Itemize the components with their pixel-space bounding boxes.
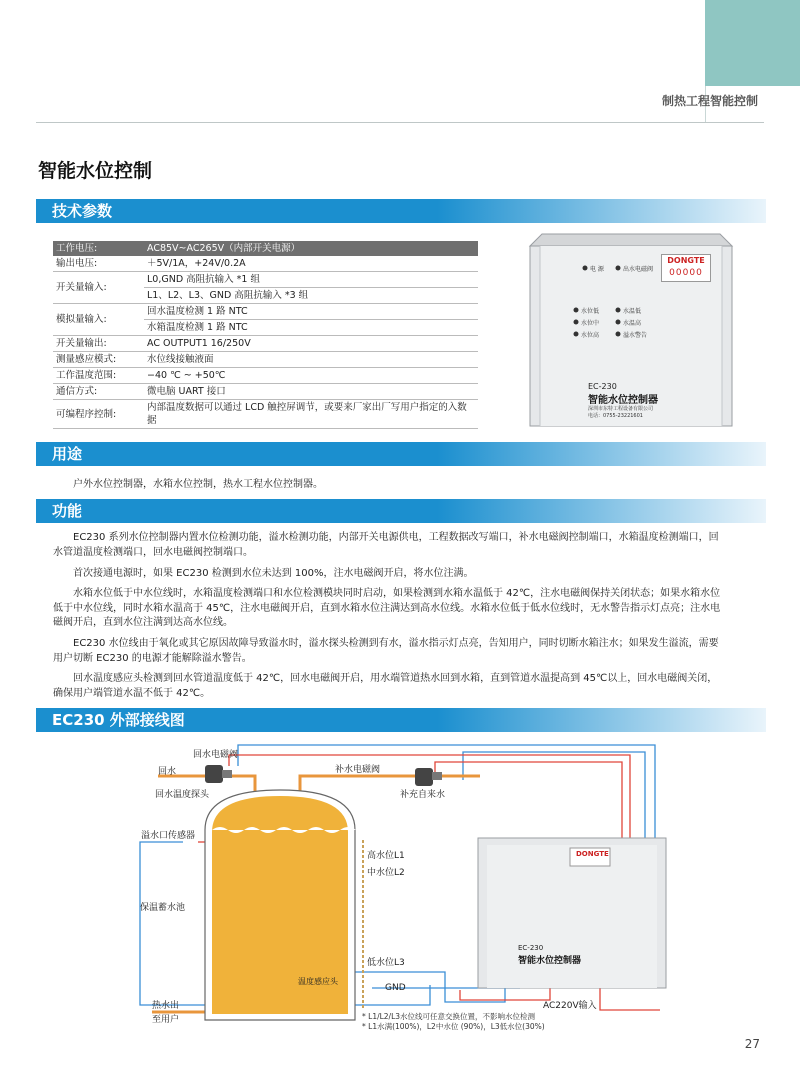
- device-right-label-2: 溢水警告: [623, 332, 648, 339]
- label-overflow-sensor: 溢水口传感器: [141, 831, 196, 841]
- device-top-label-0: 电 源: [590, 266, 604, 273]
- spec-row: [53, 384, 478, 400]
- device-model: EC-230: [588, 382, 617, 391]
- device-phone: 电话：0755-23221601: [588, 413, 643, 419]
- device-right-label-0: 水温低: [623, 308, 642, 315]
- spec-key: 开关量输出:: [53, 336, 144, 352]
- page-number: 27: [744, 1037, 760, 1051]
- function-para-1: EC230 系列水位控制器内置水位检测功能，溢水检测功能，内部开关电源供电，工程数据改写端口，补水电磁阀控制端口，水箱温度检测端口，回水管道温度检测端口，回水电磁阀控制端口。: [53, 532, 719, 558]
- device-top-label-1: 出水电磁阀: [623, 266, 654, 273]
- spec-row: [53, 304, 478, 320]
- usage-text: 户外水位控制器，水箱水位控制，热水工程水位控制器。: [73, 479, 323, 490]
- spec-row: [53, 241, 478, 256]
- device-left-label-2: 水位高: [581, 332, 600, 339]
- label-return-water: 回水: [158, 767, 177, 777]
- section-bar-usage: [36, 442, 766, 466]
- diagram-note-2: * L1水满(100%)，L2中水位 (90%)，L3低水位(30%): [362, 1022, 545, 1031]
- spec-row: [53, 272, 478, 288]
- spec-value: AC85V~AC265V（内部开关电源）: [144, 241, 478, 256]
- function-para-2: 首次接通电源时，如果 EC230 检测到水位未达到 100%，注水电磁阀开启，将水位注满。: [73, 568, 474, 579]
- spec-row: [53, 352, 478, 368]
- device-left-label-0: 水位低: [581, 308, 600, 315]
- spec-row: [53, 368, 478, 384]
- spec-key: 工作温度范围:: [53, 368, 144, 384]
- function-para-4: EC230 水位线由于氧化或其它原因故障导致溢水时，溢水探头检测到有水，溢水指示灯点亮，告知用户，同时切断水箱注水；如果发生溢流，需要用户切断 EC230 的电源才能解除溢水警告。: [53, 638, 719, 664]
- device-right-label-1: 水温高: [623, 320, 642, 327]
- page-title: 智能水位控制: [38, 160, 153, 182]
- diagram-controller-name: 智能水位控制器: [518, 956, 582, 966]
- spec-value: 水位线接触液面: [144, 352, 478, 368]
- header-rule: [36, 122, 764, 123]
- spec-key: 开关量输入:: [53, 272, 144, 304]
- function-para-5: 回水温度感应头检测到回水管道温度低于 42℃，回水电磁阀开启，用水端管道热水回到水箱，直到管道水温提高到 45℃以上，回水电磁阀关闭，确保用户端管道水温不低于 42℃。: [53, 673, 718, 699]
- spec-row: [53, 256, 478, 272]
- spec-key: 可编程序控制:: [53, 400, 144, 429]
- spec-key: 测量感应模式:: [53, 352, 144, 368]
- spec-value: L1、L2、L3、GND 高阻抗输入 *3 组: [144, 288, 478, 304]
- section-title-function: 功能: [52, 502, 83, 520]
- spec-row: [53, 400, 478, 429]
- label-return-valve: 回水电磁阀: [193, 750, 239, 760]
- section-title-specs: 技术参数: [52, 202, 113, 220]
- label-ac-input: AC220V输入: [543, 1001, 597, 1011]
- spec-key: 通信方式:: [53, 384, 144, 400]
- label-temp-probe: 温度感应头: [298, 977, 338, 986]
- spec-row: [53, 336, 478, 352]
- spec-value: 内部温度数据可以通过 LCD 触控屏调节，或要来厂家出厂写用户指定的入数据: [144, 400, 478, 429]
- fill-valve-icon: [415, 768, 442, 786]
- device-name: 智能水位控制器: [588, 395, 658, 406]
- spec-value: L0,GND 高阻抗输入 *1 组: [144, 272, 478, 288]
- device-photo: [528, 232, 734, 430]
- label-fill-valve: 补水电磁阀: [335, 765, 381, 775]
- device-brand: DONGTE: [667, 256, 705, 265]
- device-left-label-1: 水位中: [581, 320, 600, 327]
- label-low-level: 低水位L3: [367, 958, 405, 968]
- label-hot-out-1: 热水出: [152, 1001, 180, 1011]
- label-tap-fill: 补充自来水: [400, 790, 446, 800]
- function-para-3: 水箱水位低于中水位线时，水箱温度检测端口和水位检测模块同时启动，如果检测到水箱水温低于 42℃，注水电磁阀保持关闭状态；如果水箱水位低于中水位线，同时水箱水温高于 45℃，注水电磁阀开启，直到水箱水位注满达到高水位线。水箱水位低于低水位线时，无水警告指示灯点亮；注水电磁阀开启，直到水位注满到达高水位线。: [53, 588, 721, 628]
- section-bar-wiring: [36, 708, 766, 732]
- device-display: [661, 254, 711, 282]
- label-hot-out-2: 至用户: [152, 1015, 180, 1025]
- header-category: 制热工程智能控制: [661, 94, 758, 108]
- section-title-wiring: EC230 外部接线图: [52, 711, 185, 729]
- diagram-note-1: * L1/L2/L3水位线可任意交换位置，不影响水位检测: [362, 1012, 536, 1021]
- spec-value: 回水温度检测 1 路 NTC: [144, 304, 478, 320]
- section-bar-function: [36, 499, 766, 523]
- label-gnd: GND: [385, 983, 406, 993]
- diagram-controller-brand: DONGTE: [576, 850, 609, 858]
- return-valve-icon: [205, 765, 232, 783]
- device-digits: 00000: [669, 268, 703, 278]
- spec-value: AC OUTPUT1 16/250V: [144, 336, 478, 352]
- label-storage-tank: 保温蓄水池: [140, 903, 186, 913]
- section-bar-specs: [36, 199, 766, 223]
- diagram-controller-model: EC-230: [518, 944, 544, 952]
- label-high-level: 高水位L1: [367, 851, 405, 861]
- label-mid-level: 中水位L2: [367, 868, 405, 878]
- spec-key: 模拟量输入:: [53, 304, 144, 336]
- spec-key: 输出电压:: [53, 256, 144, 272]
- corner-block: [705, 0, 800, 86]
- section-title-usage: 用途: [52, 445, 83, 463]
- spec-value: 微电脑 UART 接口: [144, 384, 478, 400]
- spec-value: ＋5V/1A，+24V/0.2A: [144, 256, 478, 272]
- spec-value: 水箱温度检测 1 路 NTC: [144, 320, 478, 336]
- spec-value: −40 ℃ ~ +50℃: [144, 368, 478, 384]
- spec-key: 工作电压:: [53, 241, 144, 256]
- spec-table: [53, 241, 478, 429]
- device-company: 深圳市东特工程设备有限公司: [588, 406, 654, 412]
- label-return-temp-probe: 回水温度探头: [155, 790, 210, 800]
